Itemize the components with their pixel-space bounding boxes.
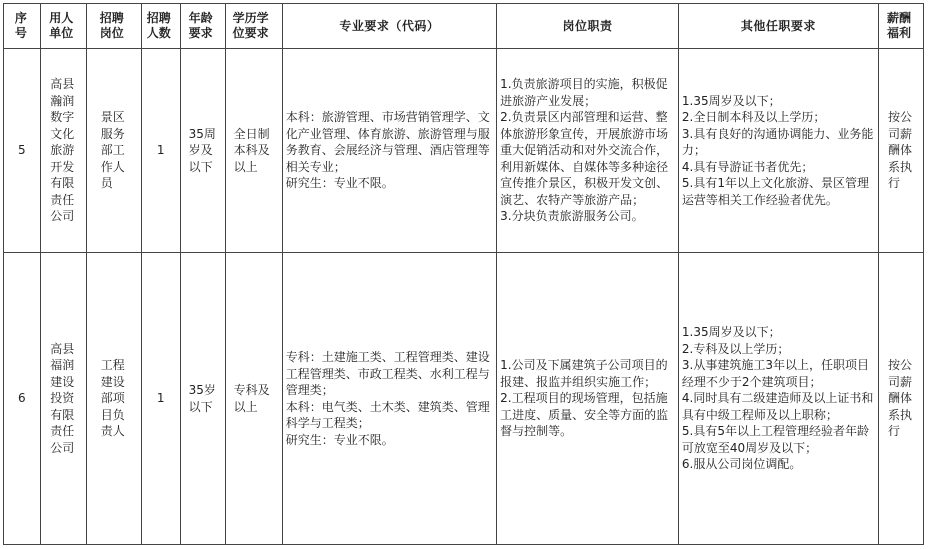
cell-age: 35周岁及以下 — [180, 49, 225, 253]
duty-line: 1.负责旅游项目的实施，积极促进旅游产业发展； — [500, 77, 668, 108]
cell-salary: 按公司薪酬体系执行 — [879, 253, 924, 545]
cell-duties — [497, 253, 679, 545]
cell-major — [282, 253, 496, 545]
table-row — [4, 253, 924, 545]
requirement-line: 5.具有5年以上工程管理经验者年龄可放宽至40周岁及以下； — [681, 424, 869, 455]
cell-count: 1 — [141, 49, 180, 253]
requirement-line: 4.具有导游证书者优先； — [681, 159, 814, 174]
requirement-line: 4.同时具有二级建造师及以上证书和具有中级工程师及以上职称； — [681, 391, 874, 422]
cell-education: 专科及以上 — [225, 253, 282, 545]
requirement-line: 3.从事建筑施工3年以上，任职项目经理不少于2个建筑项目； — [681, 358, 869, 389]
cell-seq: 6 — [4, 253, 41, 545]
requirement-line: 2.专科及以上学历； — [681, 341, 790, 356]
duty-line: 3.分块负责旅游服务公司。 — [500, 209, 644, 224]
major-line: 研究生：专业不限。 — [285, 432, 394, 447]
requirement-line: 1.35周岁及以下； — [681, 325, 781, 340]
cell-age: 35岁以下 — [180, 253, 225, 545]
cell-duties — [497, 49, 679, 253]
requirement-line: 3.具有良好的沟通协调能力、业务能力； — [681, 126, 874, 158]
header-age: 年龄要求 — [180, 4, 225, 49]
major-line: 研究生：专业不限。 — [285, 176, 394, 191]
major-line: 本科：旅游管理、市场营销管理学、文化产业管理、体育旅游、旅游管理与服务教育、会展经济与管理、酒店管理等相关专业； — [285, 110, 490, 174]
requirement-line: 5.具有1年以上文化旅游、景区管理运营等相关工作经验者优先。 — [681, 176, 869, 207]
cell-education: 全日制本科及以上 — [225, 49, 282, 253]
cell-other — [678, 253, 878, 545]
header-position: 招聘岗位 — [86, 4, 141, 49]
requirement-line: 6.服从公司岗位调配。 — [681, 457, 802, 472]
duty-line: 2.工程项目的现场管理，包括施工进度、质量、安全等方面的监督与控制等。 — [500, 391, 669, 439]
header-seq: 序号 — [4, 4, 41, 49]
major-line: 本科：电气类、土木类、建筑类、管理科学与工程类； — [285, 399, 490, 430]
header-major: 专业要求（代码） — [282, 4, 496, 49]
cell-unit: 高县福润建设投资有限责任公司 — [40, 253, 86, 545]
header-unit: 用人单位 — [40, 4, 86, 49]
cell-position: 景区服务部工作人员 — [86, 49, 141, 253]
requirement-line: 2.全日制本科及以上学历； — [681, 110, 826, 125]
cell-other — [678, 49, 878, 253]
recruitment-table — [3, 3, 924, 545]
cell-unit: 高县瀚润数字文化旅游开发有限责任公司 — [40, 49, 86, 253]
major-line: 专科：土建施工类、工程管理类、建设工程管理类、市政工程类、水利工程与管理类； — [285, 350, 490, 397]
cell-major — [282, 49, 496, 253]
cell-position: 工程建设部项目负责人 — [86, 253, 141, 545]
duty-line: 1.公司及下属建筑子公司项目的报建、报监并组织实施工作； — [500, 358, 668, 389]
duty-line: 2.负责景区内部管理和运营、整体旅游形象宣传，开展旅游市场重大促销活动和对外交流合作，利用新媒体、自媒体等多种途径宣传推介景区，积极开发文创、演艺、农特产等旅游产品； — [500, 110, 669, 207]
header-other: 其他任职要求 — [678, 4, 878, 49]
cell-salary: 按公司薪酬体系执行 — [879, 49, 924, 253]
header-education: 学历学位要求 — [225, 4, 282, 49]
cell-seq: 5 — [4, 49, 41, 253]
header-count: 招聘人数 — [141, 4, 180, 49]
header-row — [4, 4, 924, 49]
header-salary: 薪酬福利 — [879, 4, 924, 49]
header-duties: 岗位职责 — [497, 4, 679, 49]
table-row — [4, 49, 924, 253]
requirement-line: 1.35周岁及以下； — [681, 93, 781, 108]
cell-count: 1 — [141, 253, 180, 545]
